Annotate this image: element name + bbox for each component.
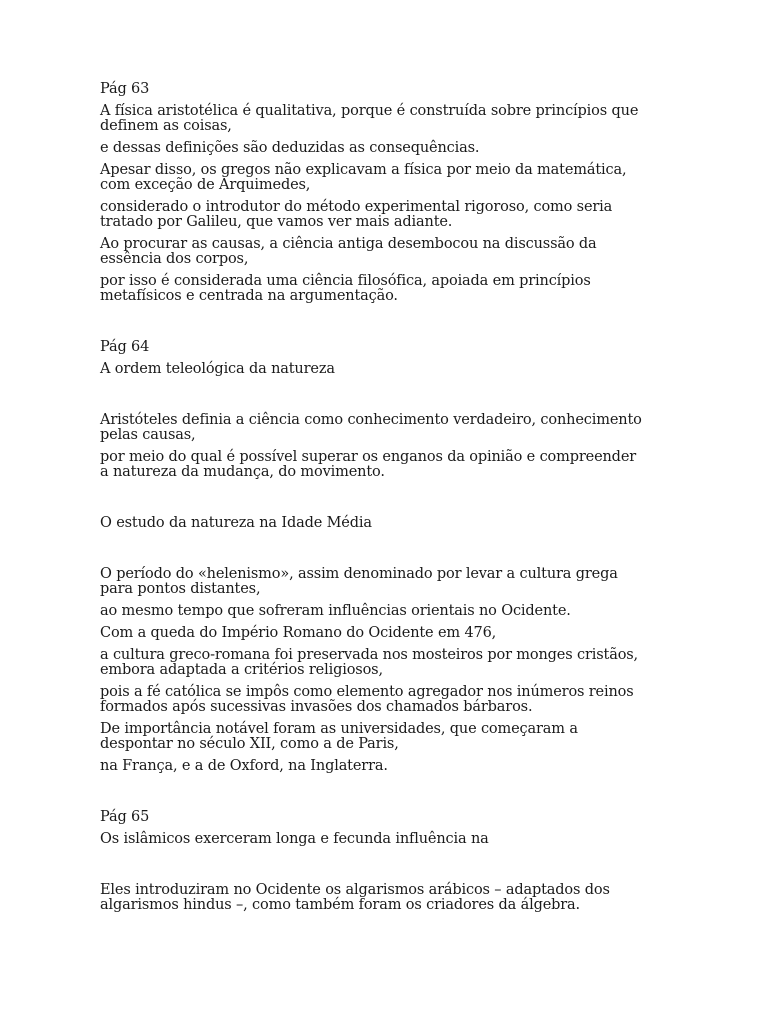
paragraph: Eles introduziram no Ocidente os algarismos arábicos – adaptados dos algarismos hindus –, como também foram os criadores da álgebra. (100, 882, 610, 913)
section-heading: A ordem teleológica da natureza (100, 361, 335, 377)
paragraph: por isso é considerada uma ciência filosófica, apoiada em princípios metafísicos e centrada na argumentação. (100, 273, 591, 304)
paragraph: por meio do qual é possível superar os enganos da opinião e compreender a natureza da mudança, do movimento. (100, 449, 637, 480)
page-marker-64: Pág 64 (100, 339, 150, 355)
paragraph: Os islâmicos exerceram longa e fecunda influência na (100, 831, 489, 847)
paragraph: e dessas definições são deduzidas as consequências. (100, 140, 480, 156)
paragraph: A física aristotélica é qualitativa, porque é construída sobre princípios que definem as coisas, (100, 103, 639, 134)
paragraph: considerado o introdutor do método experimental rigoroso, como seria tratado por Galileu, que vamos ver mais adiante. (100, 199, 613, 230)
paragraph: pois a fé católica se impôs como elemento agregador nos inúmeros reinos formados após sucessivas invasões dos chamados bárbaros. (100, 684, 634, 715)
paragraph: a cultura greco-romana foi preservada nos mosteiros por monges cristãos, embora adaptada a critérios religiosos, (100, 647, 639, 678)
paragraph: na França, e a de Oxford, na Inglaterra. (100, 758, 388, 774)
paragraph: De importância notável foram as universidades, que começaram a despontar no século XII, como a de Paris, (100, 721, 578, 752)
paragraph: Ao procurar as causas, a ciência antiga desembocou na discussão da essência dos corpos, (100, 236, 597, 267)
paragraph: Com a queda do Império Romano do Ocidente em 476, (100, 625, 497, 641)
section-heading: O estudo da natureza na Idade Média (100, 515, 372, 531)
page-marker-63: Pág 63 (100, 81, 150, 97)
document-body (100, 82, 645, 913)
paragraph: O período do «helenismo», assim denominado por levar a cultura grega para pontos distantes, (100, 566, 618, 597)
paragraph: ao mesmo tempo que sofreram influências orientais no Ocidente. (100, 603, 571, 619)
paragraph: Aristóteles definia a ciência como conhecimento verdadeiro, conhecimento pelas causas, (100, 412, 642, 443)
paragraph: Apesar disso, os gregos não explicavam a física por meio da matemática, com exceção de Arquimedes, (100, 162, 627, 193)
page-marker-65: Pág 65 (100, 809, 150, 825)
